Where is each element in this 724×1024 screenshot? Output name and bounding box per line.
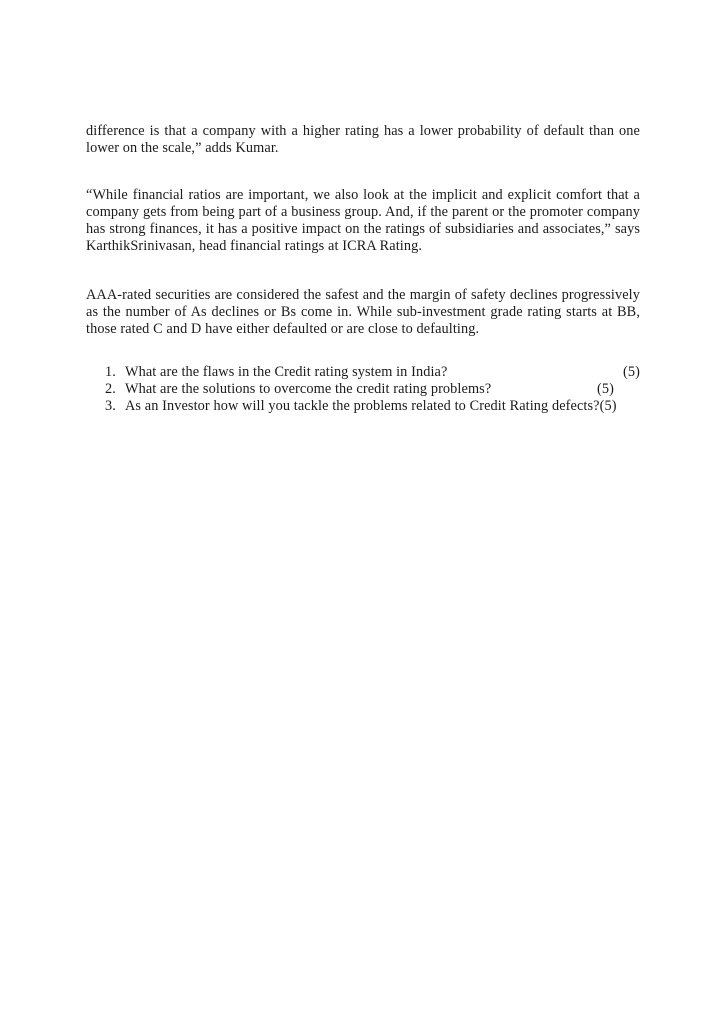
question-item-3 [105,398,640,415]
question-number: 1. [105,364,116,380]
question-number: 2. [105,381,116,398]
question-text-with-marks [125,398,617,415]
question-text: As an Investor how will you tackle the problems related to Credit Rating defects? [125,398,600,415]
question-marks: (5) [599,398,617,415]
question-list [86,364,640,416]
question-marks: (5) [623,364,640,380]
question-number: 3. [105,398,116,415]
paragraph-srinivasan-quote: “While financial ratios are important, we also look at the implicit and explicit comfort that a company gets from being part of a business group. And, if the parent or the promoter company has strong finances, it has a positive impact on the ratings of subsidiaries and associates,” says KarthikSrinivasan, head financial ratings at ICRA Rating. [86,187,640,254]
question-item-2 [105,381,640,398]
question-marks: (5) [597,381,614,398]
paragraph-kumar-quote-end: difference is that a company with a higher rating has a lower probability of default than one lower on the scale,” adds Kumar. [86,123,640,156]
question-text: What are the flaws in the Credit rating system in India? [125,364,448,380]
question-item-1 [105,364,640,381]
paragraph-aaa-rated: AAA-rated securities are considered the safest and the margin of safety declines progressively as the number of As declines or Bs come in. While sub-investment grade rating starts at BB, those rated C and D have either defaulted or are close to defaulting. [86,287,640,337]
question-text: What are the solutions to overcome the credit rating problems? [125,381,492,398]
